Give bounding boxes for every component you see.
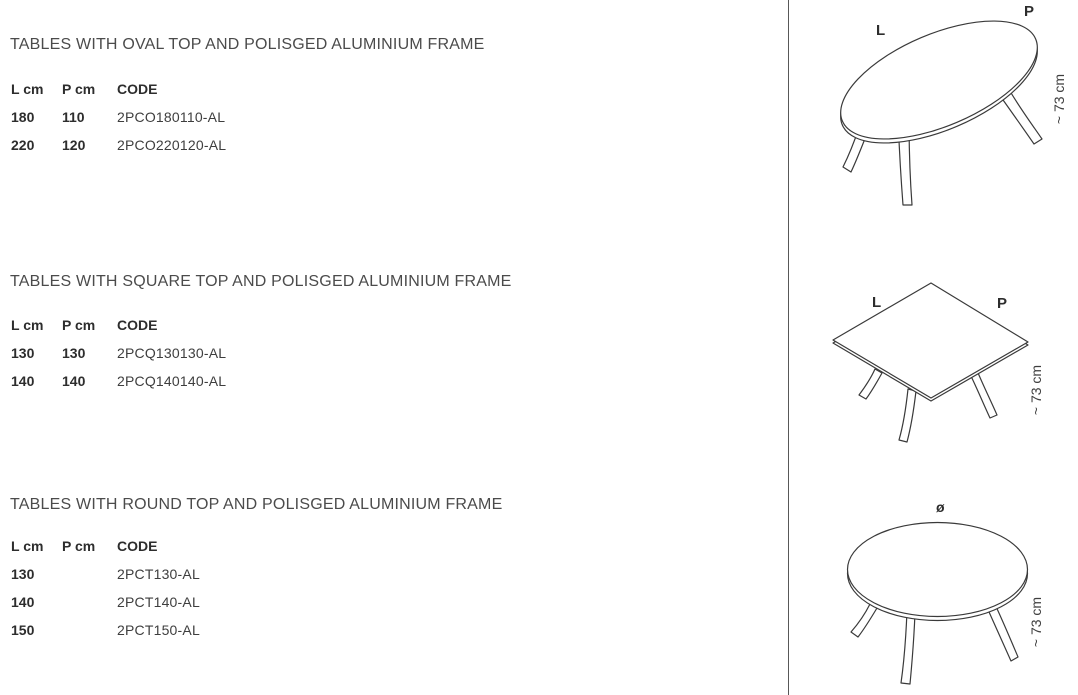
col-header-length: L cm xyxy=(11,317,44,333)
product-code: 2PCQ140140-AL xyxy=(117,373,227,389)
table-leg xyxy=(859,369,882,399)
depth-value: 120 xyxy=(62,137,86,153)
table-leg xyxy=(851,604,877,637)
product-code: 2PCT140-AL xyxy=(117,594,200,610)
table-row xyxy=(11,103,226,131)
length-value: 130 xyxy=(11,345,35,361)
length-value: 140 xyxy=(11,594,35,610)
product-code: 2PCT130-AL xyxy=(117,566,200,582)
height-label: ~ 73 cm xyxy=(1028,596,1044,648)
oval-table-diagram xyxy=(818,2,1078,228)
depth-value: 110 xyxy=(62,109,85,125)
table-row xyxy=(11,339,226,367)
length-value: 150 xyxy=(11,622,35,638)
spec-table-round xyxy=(11,532,200,644)
product-code: 2PCT150-AL xyxy=(117,622,200,638)
product-code: 2PCO180110-AL xyxy=(117,109,226,125)
table-header-row xyxy=(11,532,200,560)
length-value: 140 xyxy=(11,373,35,389)
spec-table-square xyxy=(11,311,226,395)
diameter-label: ø xyxy=(936,499,945,515)
col-header-depth: P cm xyxy=(62,317,96,333)
section-heading-oval: TABLES WITH OVAL TOP AND POLISGED ALUMINIUM FRAME xyxy=(10,36,485,53)
depth-label: P xyxy=(1024,3,1035,20)
col-header-depth: P cm xyxy=(62,538,96,554)
depth-value: 130 xyxy=(62,345,86,361)
col-header-code: CODE xyxy=(117,538,158,554)
table-leg xyxy=(901,611,915,684)
table-leg xyxy=(899,389,916,442)
col-header-code: CODE xyxy=(117,81,158,97)
length-label: L xyxy=(872,294,882,311)
length-value: 130 xyxy=(11,566,35,582)
length-value: 220 xyxy=(11,137,35,153)
depth-value: 140 xyxy=(62,373,86,389)
table-row xyxy=(11,560,200,588)
table-header-row xyxy=(11,75,226,103)
table-row xyxy=(11,131,226,159)
height-label: ~ 73 cm xyxy=(1028,364,1044,416)
col-header-length: L cm xyxy=(11,81,44,97)
length-label: L xyxy=(876,22,886,39)
col-header-code: CODE xyxy=(117,317,158,333)
table-row xyxy=(11,367,226,395)
depth-label: P xyxy=(997,295,1008,312)
col-header-length: L cm xyxy=(11,538,44,554)
section-heading-square: TABLES WITH SQUARE TOP AND POLISGED ALUMINIUM FRAME xyxy=(10,273,512,290)
table-top xyxy=(848,523,1028,617)
depth-value xyxy=(62,588,117,616)
spec-table-oval xyxy=(11,75,226,159)
table-row xyxy=(11,588,200,616)
product-code: 2PCQ130130-AL xyxy=(117,345,227,361)
depth-value xyxy=(62,616,117,644)
col-header-depth: P cm xyxy=(62,81,96,97)
table-header-row xyxy=(11,311,226,339)
length-value: 180 xyxy=(11,109,35,125)
product-code: 2PCO220120-AL xyxy=(117,137,227,153)
table-row xyxy=(11,616,200,644)
round-table-diagram xyxy=(820,492,1078,694)
column-divider xyxy=(788,0,789,695)
height-label: ~ 73 cm xyxy=(1051,73,1067,125)
square-table-diagram xyxy=(815,277,1078,449)
section-heading-round: TABLES WITH ROUND TOP AND POLISGED ALUMINIUM FRAME xyxy=(10,496,503,513)
depth-value xyxy=(62,560,117,588)
